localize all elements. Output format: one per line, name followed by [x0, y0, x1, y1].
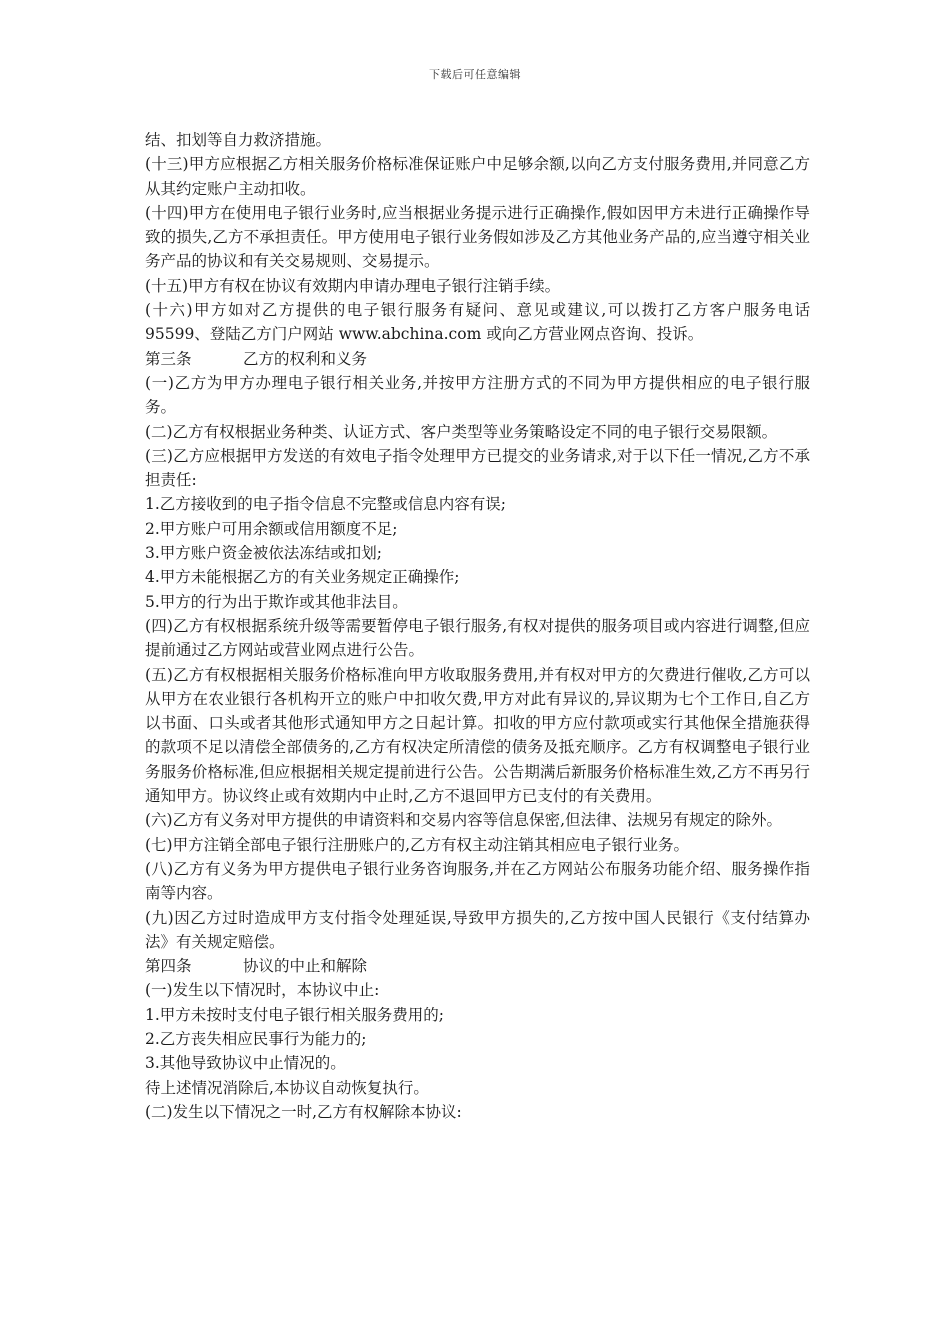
section-number: 第三条: [145, 349, 192, 368]
paragraph: (二)乙方有权根据业务种类、认证方式、客户类型等业务策略设定不同的电子银行交易限额。: [145, 422, 778, 441]
list-item: 1.乙方接收到的电子指令信息不完整或信息内容有误;: [145, 495, 507, 514]
section-heading-3: [145, 347, 810, 371]
paragraph: (一)乙方为甲方办理电子银行相关业务,并按甲方注册方式的不同为甲方提供相应的电子银行服务。: [145, 373, 810, 417]
paragraph: (六)乙方有义务对甲方提供的申请资料和交易内容等信息保密,但法律、法规另有规定的除外。: [145, 811, 783, 830]
document-body: [145, 128, 810, 1124]
paragraph: (十六)甲方如对乙方提供的电子银行服务有疑问、意见或建议,可以拨打乙方客户服务电话95599、登陆乙方门户网站 www.abchina.com 或向乙方营业网点咨询、投诉。: [145, 301, 810, 344]
paragraph: (十三)甲方应根据乙方相关服务价格标准保证账户中足够余额,以向乙方支付服务费用,并同意乙方从其约定账户主动扣收。: [145, 155, 810, 198]
page-header: 下载后可任意编辑: [429, 68, 521, 81]
paragraph: (四)乙方有权根据系统升级等需要暂停电子银行服务,有权对提供的服务项目或内容进行调整,但应提前通过乙方网站或营业网点进行公告。: [145, 616, 810, 660]
section-heading-4: [145, 954, 810, 978]
paragraph: (二)发生以下情况之一时,乙方有权解除本协议:: [145, 1102, 462, 1121]
section-title: 协议的中止和解除: [243, 957, 368, 976]
list-item: 3.甲方账户资金被依法冻结或扣划;: [145, 544, 383, 563]
paragraph: (八)乙方有义务为甲方提供电子银行业务咨询服务,并在乙方网站公布服务功能介绍、服务操作指南等内容。: [145, 859, 810, 903]
list-item: 4.甲方未能根据乙方的有关业务规定正确操作;: [145, 568, 460, 587]
list-item: 5.甲方的行为出于欺诈或其他非法目。: [145, 592, 408, 611]
section-number: 第四条: [145, 957, 192, 976]
section-title: 乙方的权利和义务: [243, 349, 368, 368]
list-item: 3.其他导致协议中止情况的。: [145, 1054, 346, 1073]
paragraph: 待上述情况消除后,本协议自动恢复执行。: [145, 1078, 429, 1097]
paragraph: (一)发生以下情况时，本协议中止:: [145, 981, 380, 1000]
paragraph: 结、扣划等自力救济措施。: [145, 131, 332, 149]
paragraph: (五)乙方有权根据相关服务价格标准向甲方收取服务费用,并有权对甲方的欠费进行催收,乙方可以从甲方在农业银行各机构开立的账户中扣收欠费,甲方对此有异议的,异议期为七个工作日,自乙方以书面、口头或者其他形式通知甲方之日起计算。扣收的甲方应付款项或实行其他保全措施获得的款项不足以清偿全部债务的,乙方有权决定所清偿的债务及抵充顺序。乙方有权调整电子银行业务服务价格标准,但应根据相关规定提前进行公告。公告期满后新服务价格标准生效,乙方不再另行通知甲方。协议终止或有效期内中止时,乙方不退回甲方已支付的有关费用。: [145, 665, 810, 806]
list-item: 2.甲方账户可用余额或信用额度不足;: [145, 519, 398, 538]
paragraph: (三)乙方应根据甲方发送的有效电子指令处理甲方已提交的业务请求,对于以下任一情况,乙方不承担责任:: [145, 446, 810, 490]
paragraph: (十五)甲方有权在协议有效期内申请办理电子银行注销手续。: [145, 276, 561, 295]
paragraph: (十四)甲方在使用电子银行业务时,应当根据业务提示进行正确操作,假如因甲方未进行正确操作导致的损失,乙方不承担责任。甲方使用电子银行业务假如涉及乙方其他业务产品的,应当遵守相关业务产品的协议和有关交易规则、交易提示。: [145, 203, 810, 271]
list-item: 1.甲方未按时支付电子银行相关服务费用的;: [145, 1005, 445, 1024]
paragraph: (九)因乙方过时造成甲方支付指令处理延误,导致甲方损失的,乙方按中国人民银行《支付结算办法》有关规定赔偿。: [145, 908, 810, 951]
list-item: 2.乙方丧失相应民事行为能力的;: [145, 1029, 367, 1048]
paragraph: (七)甲方注销全部电子银行注册账户的,乙方有权主动注销其相应电子银行业务。: [145, 835, 690, 854]
